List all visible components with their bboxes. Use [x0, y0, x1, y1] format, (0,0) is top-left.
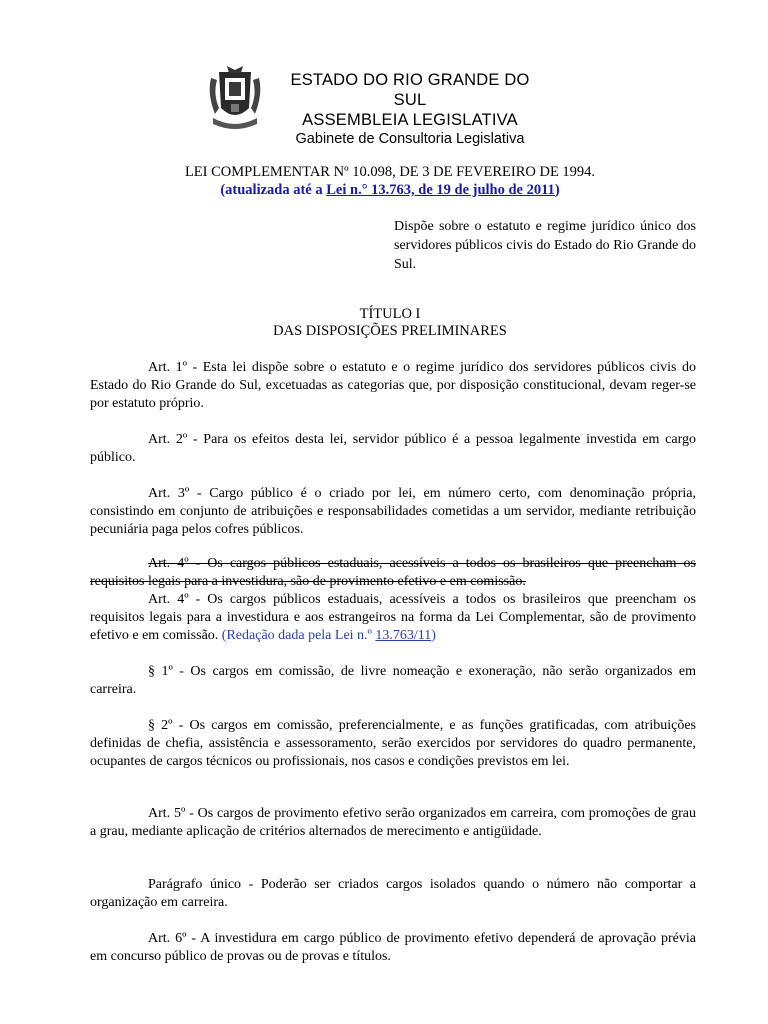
law-13763-link[interactable]: Lei n.° 13.763, de 19 de julho de 2011: [326, 182, 555, 198]
ementa: Dispõe sobre o estatuto e regime jurídico único dos servidores públicos civis do Estado do Rio Grande do Sul.: [394, 219, 696, 272]
titulo-name: DAS DISPOSIÇÕES PRELIMINARES: [273, 323, 507, 339]
article-5-sole-paragraph: [90, 876, 696, 912]
state-name: ESTADO DO RIO GRANDE DO SUL: [290, 71, 530, 109]
article-1-text: Art. 1º - Esta lei dispõe sobre o estatuto e o regime jurídico dos servidores públicos civis do Estado do Rio Grande do Sul, excetuadas as categorias que, por disposição constitucional, devam reger-se por estatuto próprio.: [90, 360, 696, 411]
article-5-sole-paragraph-text: Parágrafo único - Poderão ser criados cargos isolados quando o número não comportar a organização em carreira.: [90, 877, 696, 910]
letterhead: [205, 60, 585, 147]
article-4-text: Art. 4º - Os cargos públicos estaduais, acessíveis a todos os brasileiros que preencham os requisitos legais para a investidura e aos estrangeiros na forma da Lei Complementar, são de provimento efetivo e em comissão.: [90, 592, 696, 643]
article-2-text: Art. 2º - Para os efeitos desta lei, servidor público é a pessoa legalmente investida em cargo público.: [90, 432, 696, 465]
article-4-paragraph-2-text: § 2º - Os cargos em comissão, preferencialmente, e as funções gratificadas, com atribuições definidas de chefia, assistência e assessoramento, serão exercidos por servidores do quadro permanente, ocupantes de cargos técnicos ou profissionais, nos casos e condições previstos em lei.: [90, 718, 696, 769]
coat-of-arms-icon: [205, 64, 265, 134]
update-note-prefix: (atualizada até a: [220, 182, 327, 198]
article-4-note-suffix: ): [431, 628, 436, 643]
article-5: [90, 805, 696, 841]
article-1: [90, 359, 696, 413]
article-4-paragraph-2: [90, 717, 696, 771]
law-13763-11-link[interactable]: 13.763/11: [375, 628, 432, 643]
law-title: LEI COMPLEMENTAR Nº 10.098, DE 3 DE FEVEREIRO DE 1994.: [184, 164, 596, 180]
article-4-note: [222, 628, 436, 643]
article-3: [90, 485, 696, 539]
article-4-paragraph-1-text: § 1º - Os cargos em comissão, de livre nomeação e exoneração, não serão organizados em carreira.: [90, 664, 696, 697]
article-5-text: Art. 5º - Os cargos de provimento efetivo serão organizados em carreira, com promoções de grau a grau, mediante aplicação de critérios alternados de merecimento e antigüidade.: [90, 806, 696, 839]
article-4-note-prefix: (Redação dada pela Lei n.º: [221, 628, 376, 643]
article-4-revoked-text: Art. 4º - Os cargos públicos estaduais, acessíveis a todos os brasileiros que preencham os requisitos legais para a investidura, são de provimento efetivo e em comissão.: [90, 556, 696, 589]
update-note-suffix: ): [554, 182, 560, 198]
article-6: [90, 930, 696, 966]
article-4-revoked: [90, 555, 696, 591]
article-4: [90, 591, 696, 645]
office-name: Gabinete de Consultoria Legislativa: [295, 131, 525, 147]
update-note: [90, 181, 690, 199]
article-2: [90, 431, 696, 467]
article-3-text: Art. 3º - Cargo público é o criado por lei, em número certo, com denominação própria, consistindo em conjunto de atribuições e responsabilidades cometidas a um servidor, mediante retribuição pecuniária paga pelos cofres públicos.: [90, 486, 696, 537]
article-6-text: Art. 6º - A investidura em cargo público de provimento efetivo dependerá de aprovação prévia em concurso público de provas ou de provas e títulos.: [90, 931, 696, 964]
titulo-number: TÍTULO I: [359, 306, 421, 322]
article-4-paragraph-1: [90, 663, 696, 699]
assembly-name: ASSEMBLEIA LEGISLATIVA: [302, 111, 518, 129]
